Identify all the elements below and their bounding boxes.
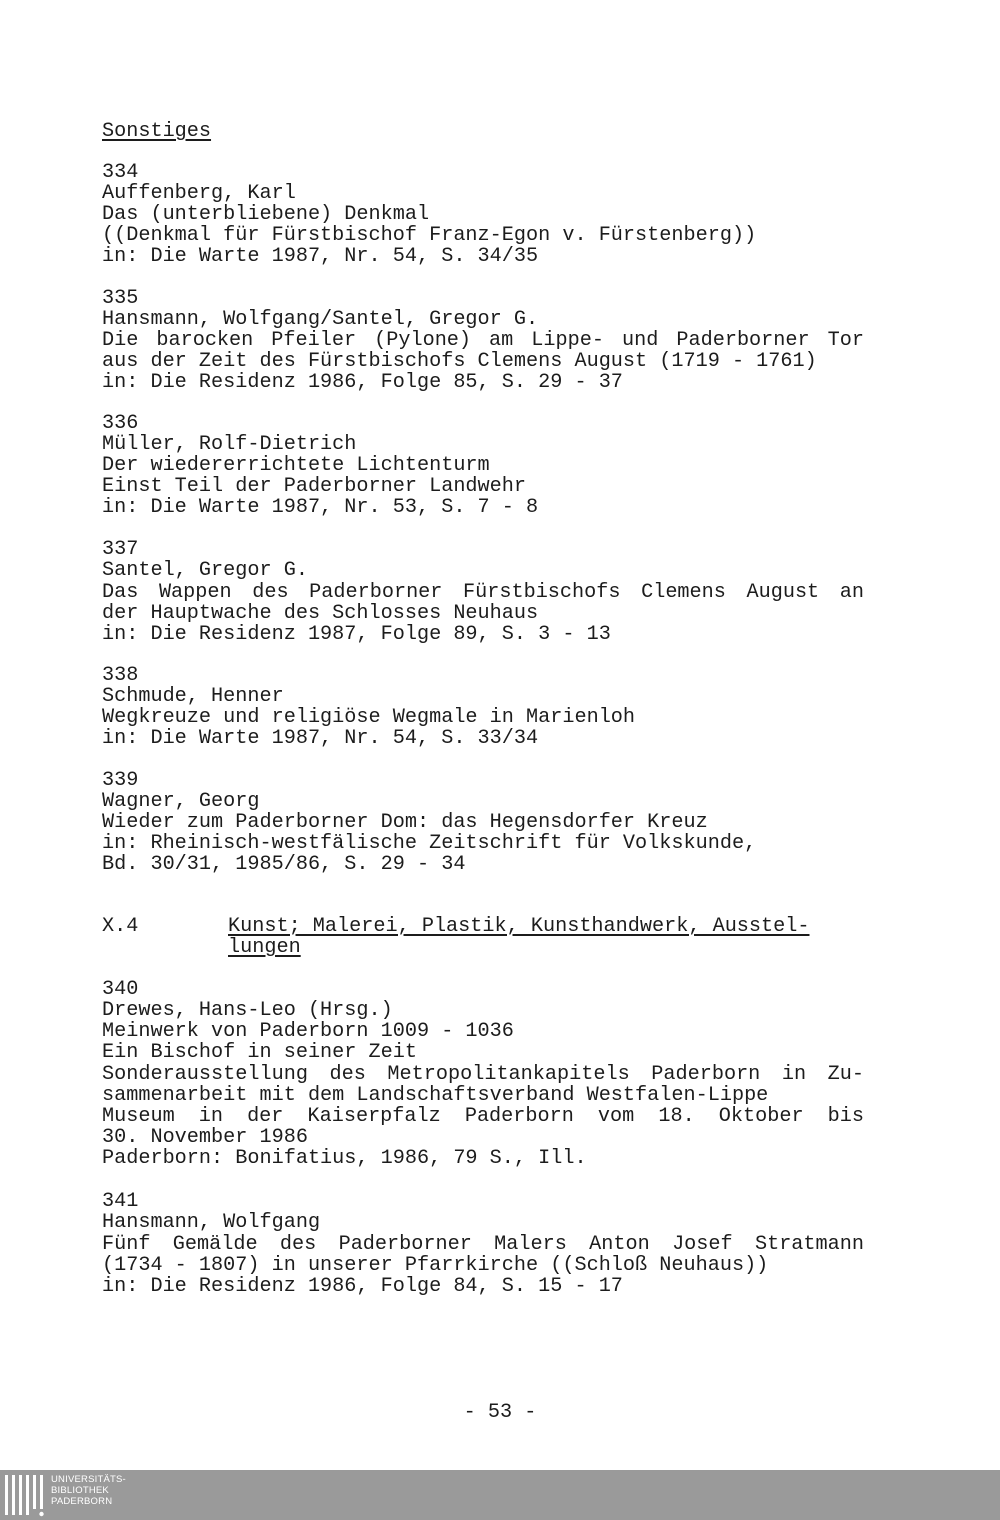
entry-subtitle: Ein Bischof in seiner Zeit <box>102 1041 417 1064</box>
entry-author: Hansmann, Wolfgang/Santel, Gregor G. <box>102 308 539 331</box>
entry-source: in: Die Residenz 1986, Folge 85, S. 29 - 37 <box>102 371 623 394</box>
entry-number: 336 <box>102 412 139 435</box>
entry-number: 341 <box>102 1190 139 1213</box>
logo-line: UNIVERSITÄTS- <box>51 1474 126 1485</box>
entry-author: Drewes, Hans-Leo (Hrsg.) <box>102 999 393 1022</box>
entry-title: Meinwerk von Paderborn 1009 - 1036 <box>102 1020 514 1043</box>
entry-title-cont: aus der Zeit des Fürstbischofs Clemens August (1719 - 1761) <box>102 350 817 373</box>
subsection-title-cont: lungen <box>228 936 301 959</box>
entry-number: 340 <box>102 978 139 1001</box>
entry-source: Paderborn: Bonifatius, 1986, 79 S., Ill. <box>102 1147 587 1170</box>
section-title: Sonstiges <box>102 120 212 143</box>
entry-title: Wieder zum Paderborner Dom: das Hegensdorfer Kreuz <box>102 811 708 834</box>
entry-number: 339 <box>102 769 139 792</box>
entry-title: Die barocken Pfeiler (Pylone) am Lippe- und Paderborner Tor <box>102 329 864 352</box>
entry-author: Santel, Gregor G. <box>102 559 308 582</box>
entry-source: in: Die Residenz 1987, Folge 89, S. 3 - 13 <box>102 623 611 646</box>
entry-source: in: Die Warte 1987, Nr. 54, S. 34/35 <box>102 245 539 268</box>
logo-line: BIBLIOTHEK <box>51 1485 109 1496</box>
entry-source: in: Die Warte 1987, Nr. 53, S. 7 - 8 <box>102 496 539 519</box>
entry-number: 337 <box>102 538 139 561</box>
entry-author: Auffenberg, Karl <box>102 182 296 205</box>
entry-title-cont: der Hauptwache des Schlosses Neuhaus <box>102 602 539 625</box>
entry-title-cont: (1734 - 1807) in unserer Pfarrkirche ((Schloß Neuhaus)) <box>102 1254 769 1277</box>
library-logo-text <box>51 1474 126 1507</box>
subsection-title: Kunst; Malerei, Plastik, Kunsthandwerk, Ausstel- <box>228 915 810 938</box>
entry-note: ((Denkmal für Fürstbischof Franz-Egon v. Fürstenberg)) <box>102 224 757 247</box>
entry-source: in: Die Residenz 1986, Folge 84, S. 15 - 17 <box>102 1275 623 1298</box>
entry-source: in: Die Warte 1987, Nr. 54, S. 33/34 <box>102 727 539 750</box>
page-number: - 53 - <box>463 1401 537 1424</box>
entry-note-cont: Museum in der Kaiserpfalz Paderborn vom 18. Oktober bis <box>102 1105 864 1128</box>
entry-author: Müller, Rolf-Dietrich <box>102 433 357 456</box>
entry-title: Das (unterbliebene) Denkmal <box>102 203 430 226</box>
entry-author: Hansmann, Wolfgang <box>102 1211 321 1234</box>
entry-note: Sonderausstellung des Metropolitankapitels Paderborn in Zu- <box>102 1063 864 1086</box>
subsection-number: X.4 <box>102 915 139 938</box>
entry-number: 334 <box>102 161 139 184</box>
entry-title: Fünf Gemälde des Paderborner Malers Anton Josef Stratmann <box>102 1233 864 1256</box>
entry-author: Schmude, Henner <box>102 685 284 708</box>
library-footer <box>0 1470 1000 1520</box>
entry-title: Wegkreuze und religiöse Wegmale in Marienloh <box>102 706 636 729</box>
entry-number: 335 <box>102 287 139 310</box>
entry-note-cont: sammenarbeit mit dem Landschaftsverband Westfalen-Lippe <box>102 1084 769 1107</box>
entry-title: Das Wappen des Paderborner Fürstbischofs Clemens August an <box>102 581 864 604</box>
entry-subtitle: Einst Teil der Paderborner Landwehr <box>102 475 527 498</box>
entry-number: 338 <box>102 664 139 687</box>
entry-title: Der wiedererrichtete Lichtenturm <box>102 454 490 477</box>
entry-note-cont: 30. November 1986 <box>102 1126 308 1149</box>
entry-source: in: Rheinisch-westfälische Zeitschrift für Volkskunde, <box>102 832 757 855</box>
library-logo-icon <box>4 1472 48 1518</box>
logo-line: PADERBORN <box>51 1496 113 1507</box>
entry-source-cont: Bd. 30/31, 1985/86, S. 29 - 34 <box>102 853 466 876</box>
entry-author: Wagner, Georg <box>102 790 260 813</box>
